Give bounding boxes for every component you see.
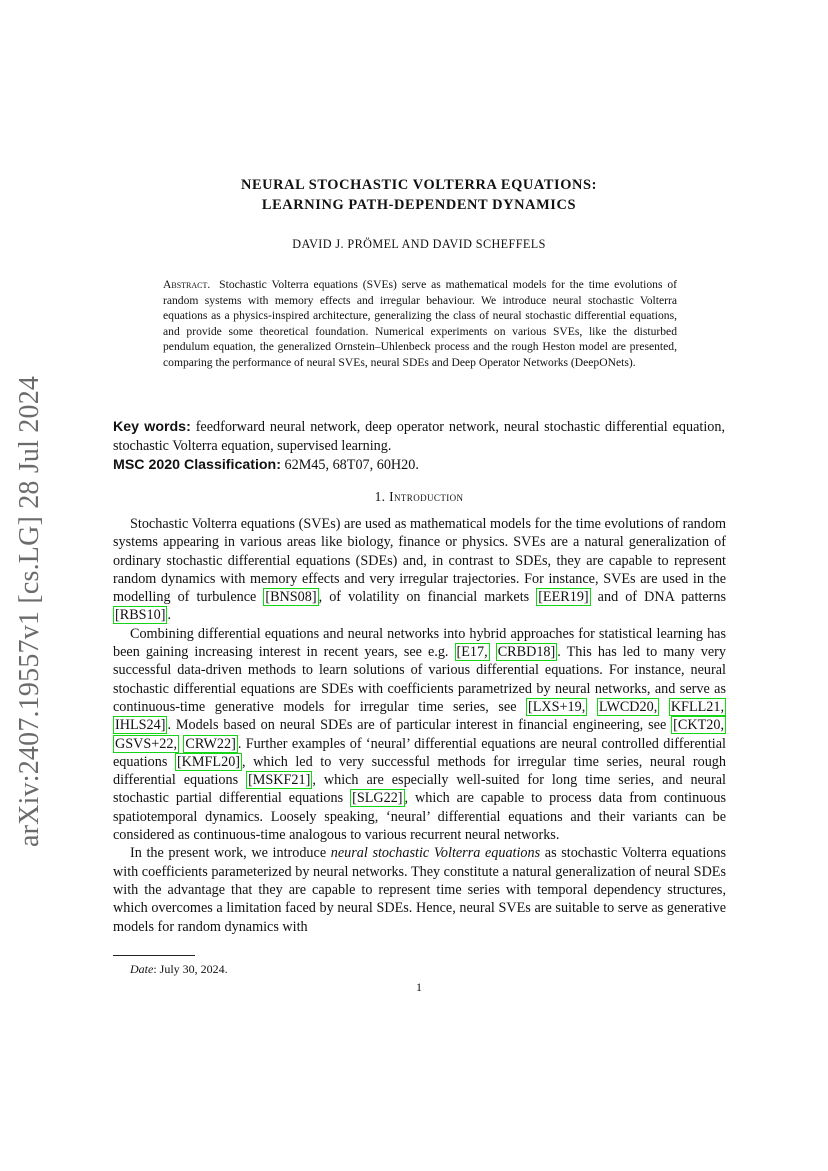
- paragraph-text: , which are especially well-suited for long time series, and neural stochastic partial differential equations: [113, 772, 726, 807]
- citation-link[interactable]: IHLS24]: [115, 717, 166, 734]
- citation-link[interactable]: [E17,: [456, 644, 488, 661]
- paragraph-text: as stochastic Volterra equations with coefficients parameterized by neural networks. They constitute a natural generalization of neural SDEs with the advantage that they are capable to represent time series with temporal dependency structures, which overcomes a limitation faced by neural SDEs. Hence, neural SVEs are suitable to serve as generative models for random dynamics with: [113, 845, 726, 935]
- keywords-text: feedforward neural network, deep operator network, neural stochastic differential equation, stochastic Volterra equation, supervised learning.: [113, 419, 725, 454]
- paragraph-text: .: [167, 607, 171, 624]
- citation-link[interactable]: CRW22]: [185, 735, 236, 752]
- citation-link[interactable]: KFLL21,: [670, 698, 725, 715]
- msc-text: 62M45, 68T07, 60H20.: [284, 457, 419, 473]
- abstract-label: Abstract.: [163, 278, 211, 291]
- paragraph-2: [113, 625, 726, 845]
- citation-link[interactable]: CRBD18]: [497, 644, 556, 661]
- citation-link[interactable]: [SLG22]: [352, 790, 403, 807]
- footnote-text: : July 30, 2024.: [153, 962, 228, 976]
- paper-title: [113, 175, 725, 215]
- paragraph-text: , which are capable to process data from continuous spatiotemporal dynamics. Loosely speaking, ‘neural’ differential equations and their variants can be considered as continuous-time analogous to various recurrent neural networks.: [113, 790, 726, 844]
- citation-link[interactable]: [LXS+19,: [528, 698, 586, 715]
- footnote-rule: [113, 955, 195, 956]
- body-text: [113, 515, 726, 936]
- abstract: [163, 277, 677, 371]
- paragraph-text: . Further examples of ‘neural’ differential equations are neural controlled differential equations: [113, 735, 726, 770]
- paragraph-3: [113, 844, 726, 935]
- section-heading: 1. Introduction: [374, 489, 464, 504]
- paragraph-text: . This has led to many very successful data-driven methods to learn solutions of various differential equations. For instance, neural stochastic differential equations are SDEs with coefficients parametrized by neural networks, and serve as continuous-time generative models for irregular time series, see: [113, 644, 727, 715]
- citation-link[interactable]: [KMFL20]: [176, 753, 241, 770]
- footnote-label: Date: [130, 962, 154, 976]
- title-line-2: LEARNING PATH-DEPENDENT DYNAMICS: [261, 197, 577, 213]
- paragraph-1: [113, 515, 726, 625]
- page-number: 1: [416, 980, 422, 994]
- citation-link[interactable]: [RBS10]: [115, 607, 166, 624]
- paragraph-text: Stochastic Volterra equations (SVEs) are used as mathematical models for the time evolutions of random systems appearing in various areas like biology, finance or physics. SVEs are a natural generalization of ordinary stochastic differential equations (SDEs) and, in contrast to SDEs, they are capable to represent random dynamics with memory effects and very irregular trajectories. For instance, SVEs are used in the modelling of turbulence: [113, 516, 726, 606]
- emphasized-term: neural stochastic Volterra equations: [330, 845, 541, 862]
- keywords: [113, 418, 725, 456]
- paragraph-text: , of volatility on financial markets: [318, 589, 537, 606]
- citation-link[interactable]: GSVS+22,: [115, 735, 178, 752]
- title-line-1: NEURAL STOCHASTIC VOLTERRA EQUATIONS:: [240, 177, 598, 193]
- abstract-text: Stochastic Volterra equations (SVEs) serve as mathematical models for the time evolutions of random systems with memory effects and irregular behaviour. We introduce neural stochastic Volterra equations as a physics-inspired architecture, generalizing the class of neural stochastic differential equations, and provide some theoretical foundation. Numerical experiments on various SVEs, like the disturbed pendulum equation, the generalized Ornstein–Uhlenbeck process and the rough Heston model are presented, comparing the performance of neural SVEs, neural SDEs and Deep Operator Networks (DeepONets).: [163, 278, 677, 369]
- paragraph-text: In the present work, we introduce: [130, 845, 331, 862]
- footnote: [130, 962, 228, 977]
- keywords-label: Key words:: [113, 419, 191, 435]
- citation-link[interactable]: [MSKF21]: [248, 772, 311, 789]
- citation-link[interactable]: LWCD20,: [598, 698, 658, 715]
- msc-classification: [113, 456, 725, 475]
- citation-link[interactable]: [EER19]: [538, 589, 589, 606]
- citation-link[interactable]: [CKT20,: [673, 717, 724, 734]
- paragraph-text: . Models based on neural SDEs are of particular interest in financial engineering, see: [167, 717, 672, 734]
- arxiv-identifier[interactable]: arXiv:2407.19557v1 [cs.LG] 28 Jul 2024: [14, 375, 45, 847]
- authors: DAVID J. PRÖMEL AND DAVID SCHEFFELS: [292, 237, 546, 251]
- paragraph-text: , which led to very successful methods for irregular time series, neural rough differential equations: [113, 753, 726, 789]
- paragraph-text: Combining differential equations and neural networks into hybrid approaches for statistical learning has been gaining increasing interest in recent years, see e.g.: [113, 625, 726, 661]
- msc-label: MSC 2020 Classification:: [113, 457, 281, 473]
- paragraph-text: and of DNA patterns: [590, 589, 726, 606]
- citation-link[interactable]: [BNS08]: [265, 589, 317, 606]
